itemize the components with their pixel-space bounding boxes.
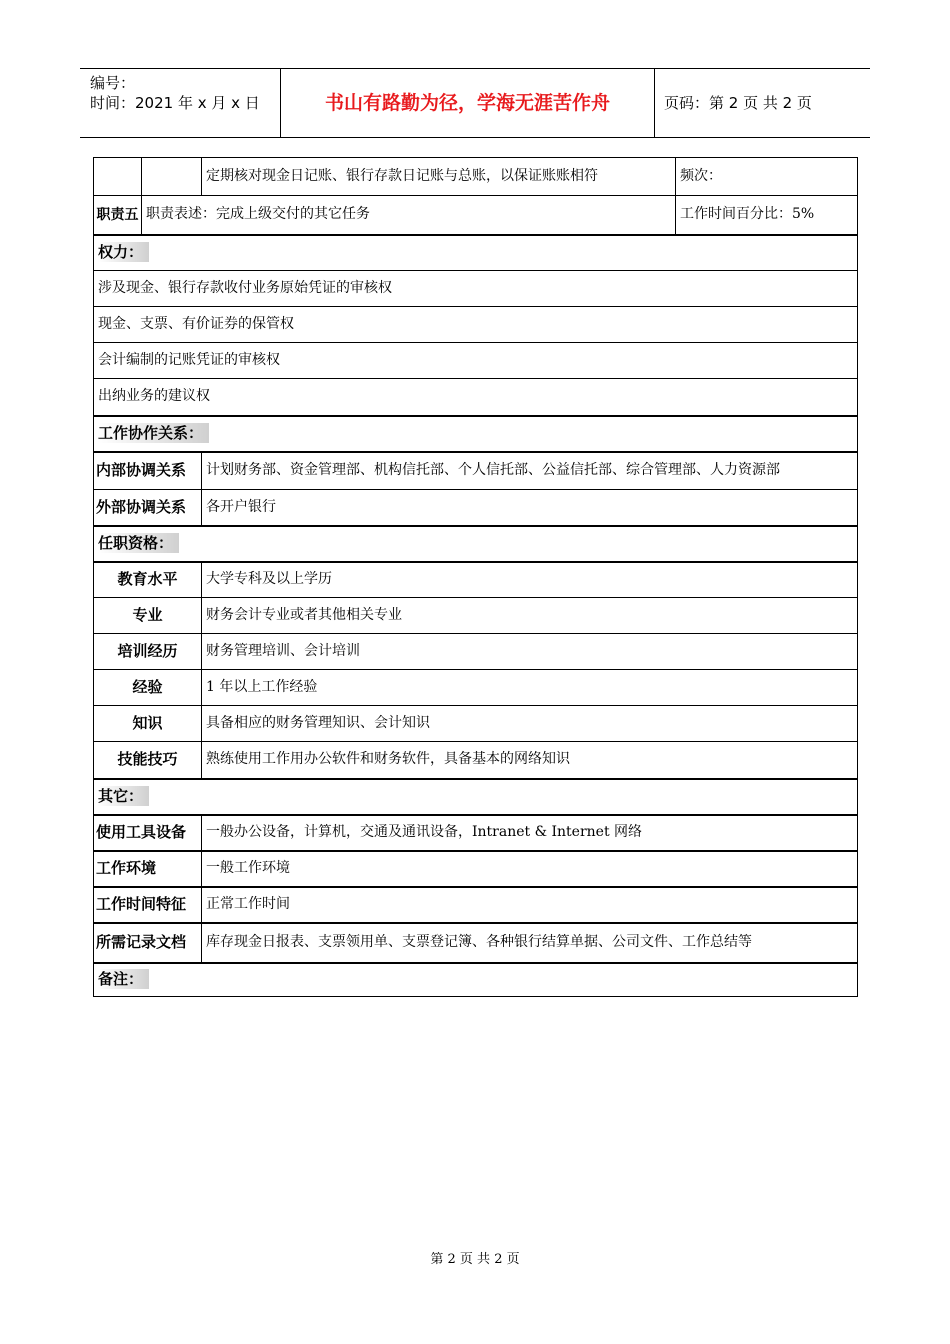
other-value: 一般办公设备，计算机，交通及通讯设备，Intranet & Internet 网络 xyxy=(202,815,858,851)
other-section-header xyxy=(94,779,858,815)
qualification-row xyxy=(94,562,858,598)
other-row xyxy=(94,851,858,887)
qualification-label: 培训经历 xyxy=(94,634,202,670)
qualification-value: 具备相应的财务管理知识、会计知识 xyxy=(202,706,858,742)
qualification-row xyxy=(94,742,858,779)
qualification-label: 专业 xyxy=(94,598,202,634)
power-item xyxy=(94,307,858,343)
duty-empty-cell xyxy=(142,158,202,196)
power-item-text: 涉及现金、银行存款收付业务原始凭证的审核权 xyxy=(94,271,858,307)
other-value: 正常工作时间 xyxy=(202,887,858,923)
qualification-row xyxy=(94,706,858,742)
power-title: 权力： xyxy=(98,242,149,262)
other-value: 库存现金日报表、支票领用单、支票登记簿、各种银行结算单据、公司文件、工作总结等 xyxy=(202,923,858,963)
header-meta xyxy=(90,73,280,113)
qualification-value: 熟练使用工作用办公软件和财务软件，具备基本的网络知识 xyxy=(202,742,858,779)
duty-task-text: 定期核对现金日记账、银行存款日记账与总账，以保证账账相符 xyxy=(202,158,676,196)
power-item xyxy=(94,379,858,416)
qualification-label: 技能技巧 xyxy=(94,742,202,779)
duty-five-time-percent: 工作时间百分比：5% xyxy=(676,196,858,235)
remarks-row xyxy=(94,963,858,997)
qualification-label: 知识 xyxy=(94,706,202,742)
qualification-row xyxy=(94,670,858,706)
qualification-value: 1 年以上工作经验 xyxy=(202,670,858,706)
qualification-title: 任职资格： xyxy=(98,533,179,553)
external-relations-value: 各开户银行 xyxy=(202,490,858,526)
internal-relations-label: 内部协调关系 xyxy=(94,452,202,490)
other-label: 使用工具设备 xyxy=(94,815,202,851)
qualification-value: 大学专科及以上学历 xyxy=(202,562,858,598)
other-title: 其它： xyxy=(98,786,149,806)
remarks-title: 备注： xyxy=(98,969,149,989)
power-item-text: 现金、支票、有价证券的保管权 xyxy=(94,307,858,343)
external-relations-label: 外部协调关系 xyxy=(94,490,202,526)
other-row xyxy=(94,887,858,923)
qualification-label: 教育水平 xyxy=(94,562,202,598)
document-header xyxy=(80,68,870,138)
other-row xyxy=(94,815,858,851)
power-section-header xyxy=(94,235,858,271)
header-page-info: 页码：第 2 页 共 2 页 xyxy=(664,94,812,112)
duty-five-label: 职责五 xyxy=(94,196,142,235)
qualification-row xyxy=(94,598,858,634)
other-row xyxy=(94,923,858,963)
other-label: 所需记录文档 xyxy=(94,923,202,963)
power-item-text: 出纳业务的建议权 xyxy=(94,379,858,416)
job-description-table xyxy=(93,157,858,997)
qualification-row xyxy=(94,634,858,670)
qualification-value: 财务会计专业或者其他相关专业 xyxy=(202,598,858,634)
qualification-section-header xyxy=(94,526,858,562)
internal-relations-row xyxy=(94,452,858,490)
page-footer: 第 2 页 共 2 页 xyxy=(430,1252,520,1267)
power-item xyxy=(94,271,858,307)
power-item xyxy=(94,343,858,379)
duty-row xyxy=(94,158,858,196)
qualification-label: 经验 xyxy=(94,670,202,706)
document-date: 时间：2021 年 x 月 x 日 xyxy=(90,94,260,112)
header-divider xyxy=(654,69,655,137)
duty-frequency: 频次： xyxy=(676,158,858,196)
duty-index-cell xyxy=(94,158,142,196)
relations-section-header xyxy=(94,416,858,452)
duty-five-description: 职责表述：完成上级交付的其它任务 xyxy=(142,196,676,235)
document-number-label: 编号： xyxy=(90,74,136,92)
external-relations-row xyxy=(94,490,858,526)
relations-title: 工作协作关系： xyxy=(98,423,209,443)
other-label: 工作环境 xyxy=(94,851,202,887)
duty-five-row xyxy=(94,196,858,235)
power-item-text: 会计编制的记账凭证的审核权 xyxy=(94,343,858,379)
header-motto: 书山有路勤为径，学海无涯苦作舟 xyxy=(324,92,610,114)
other-value: 一般工作环境 xyxy=(202,851,858,887)
qualification-value: 财务管理培训、会计培训 xyxy=(202,634,858,670)
internal-relations-value: 计划财务部、资金管理部、机构信托部、个人信托部、公益信托部、综合管理部、人力资源部 xyxy=(202,452,858,490)
other-label: 工作时间特征 xyxy=(94,887,202,923)
